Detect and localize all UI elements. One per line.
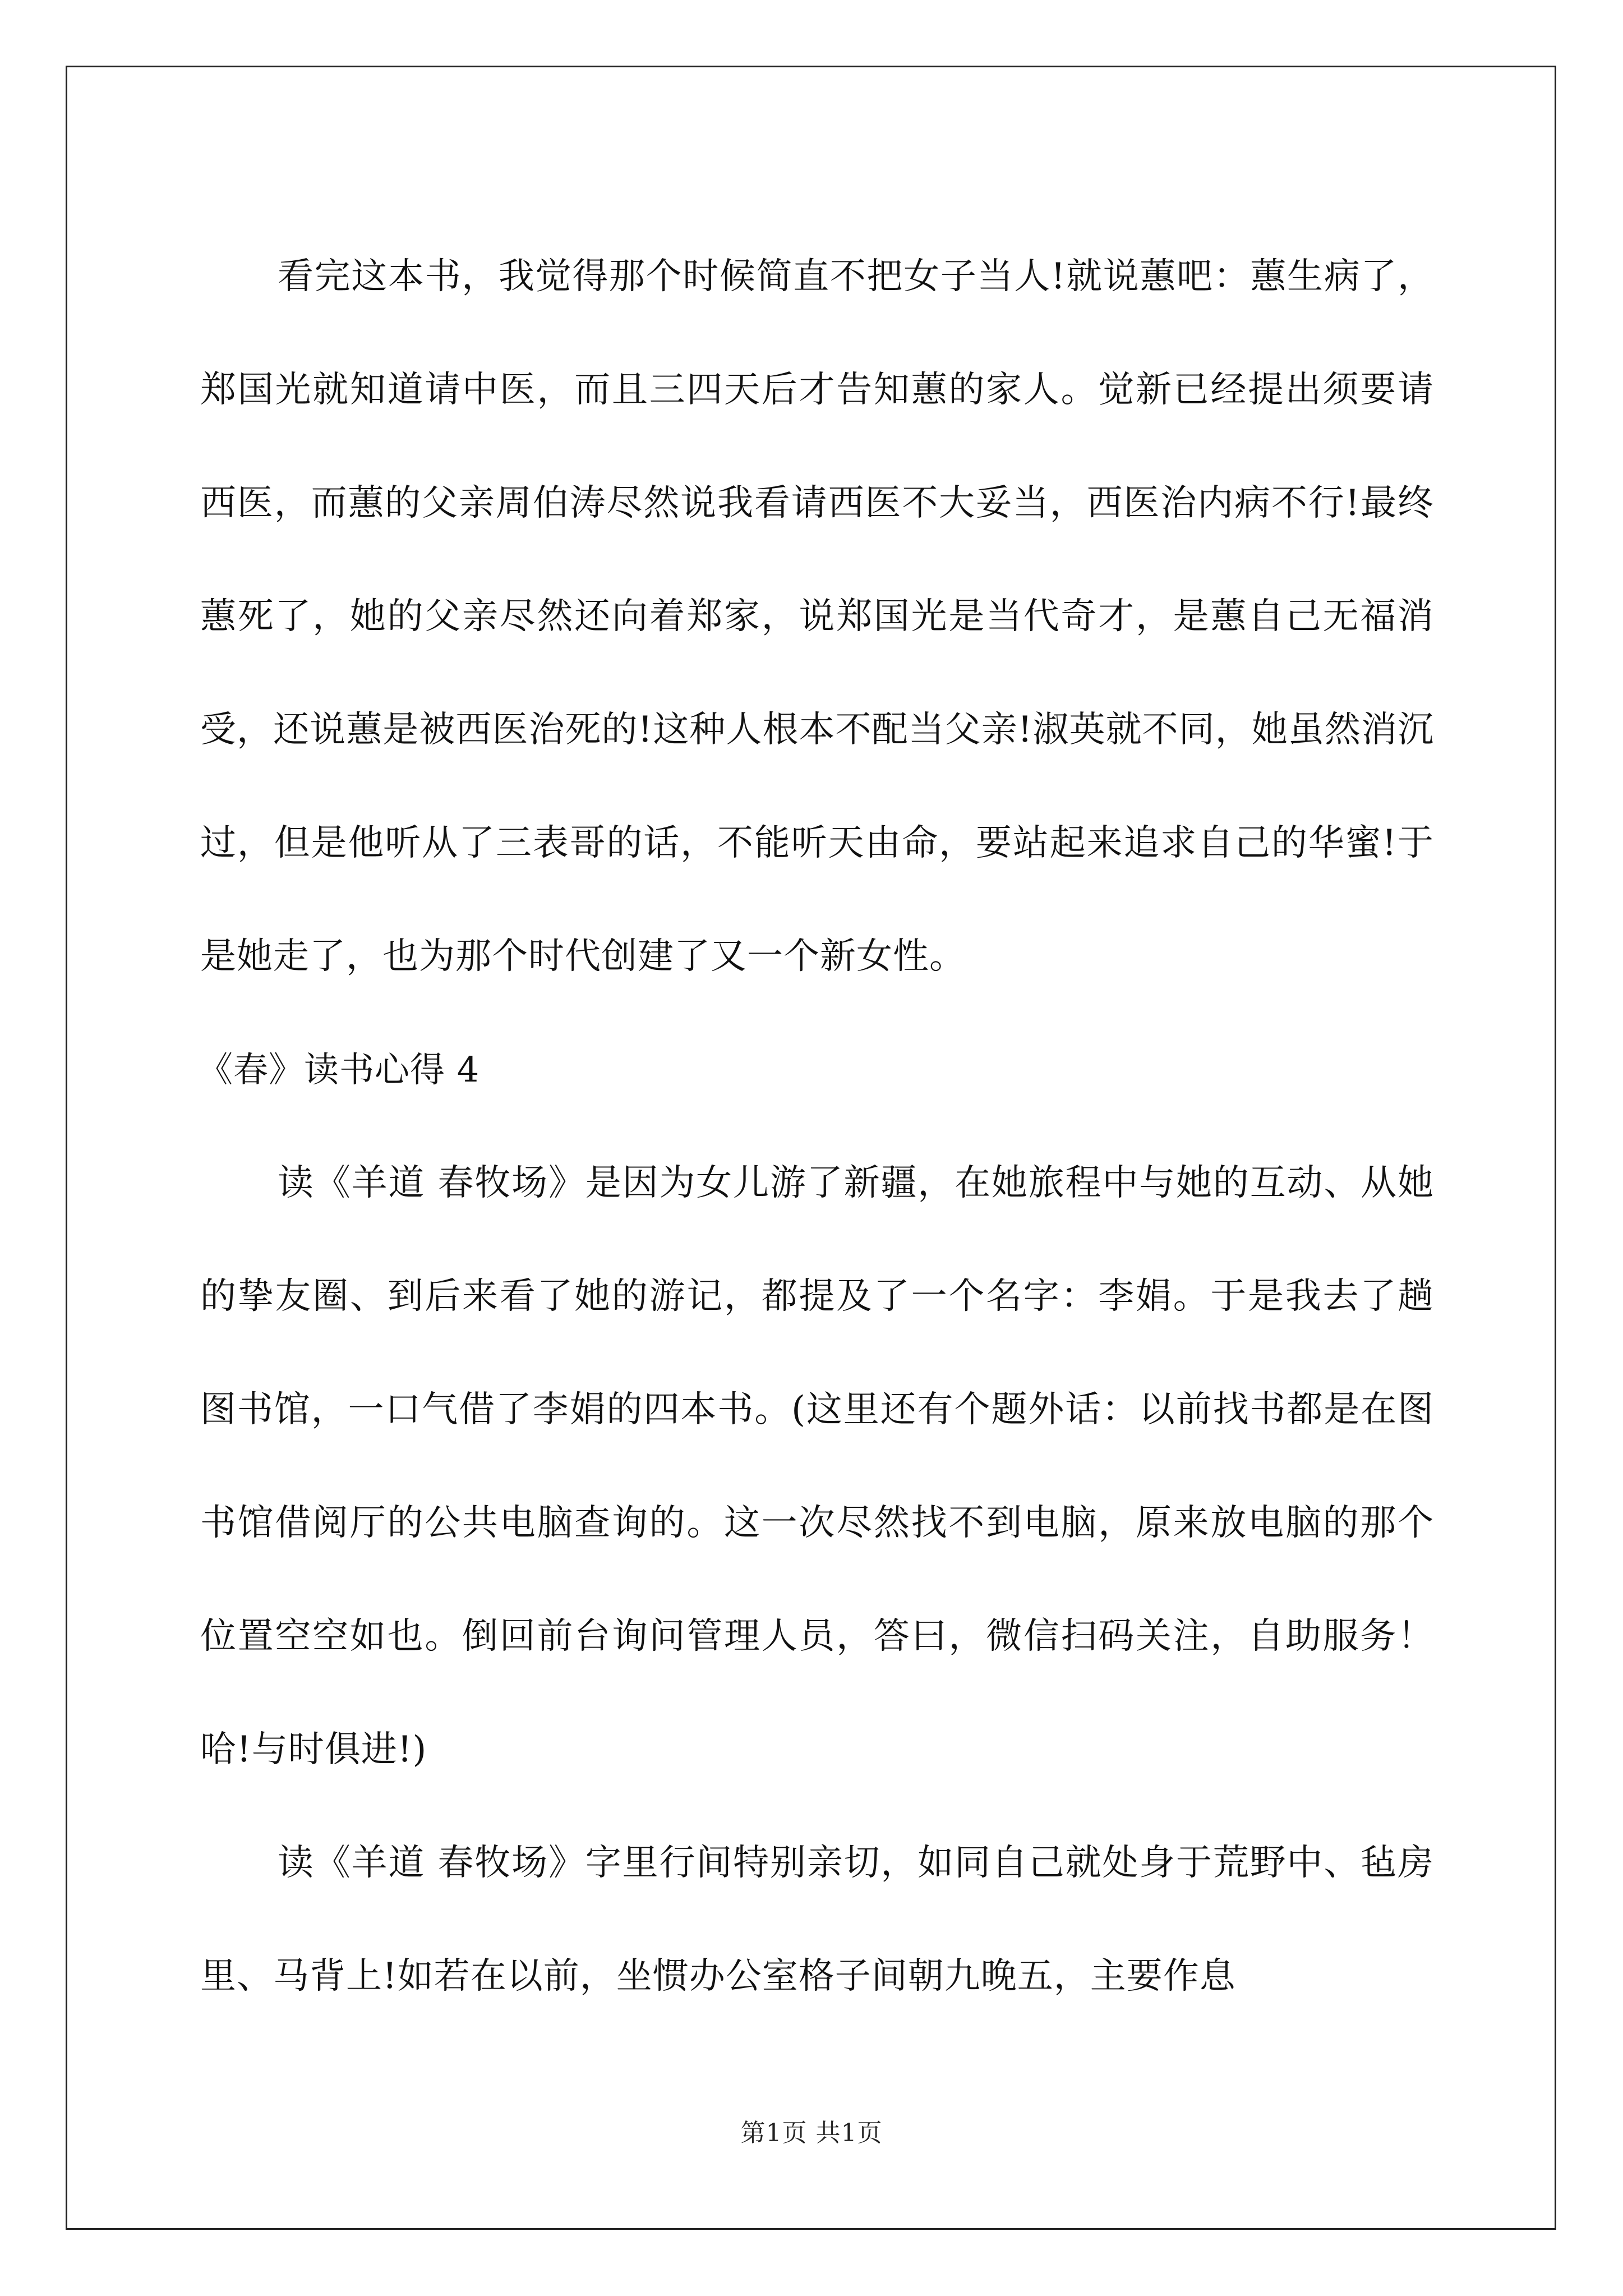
paragraph: 读《羊道 春牧场》字里行间特别亲切，如同自己就处身于荒野中、毡房里、马背上!如若在以前，坐惯办公室格子间朝九晚五，主要作息: [200, 1842, 1434, 1997]
section-title: 《春》读书心得 4: [198, 1049, 480, 1090]
paragraph: 读《羊道 春牧场》是因为女儿游了新疆，在她旅程中与她的互动、从她的挚友圈、到后来看了她的游记，都提及了一个名字：李娟。于是我去了趟图书馆，一口气借了李娟的四本书。(这里还有个题外话：以前找书都是在图书馆借阅厅的公共电脑查询的。这一次尽然找不到电脑，原来放电脑的那个位置空空如也。倒回前台询问管理人员，答曰，微信扫码关注，自助服务！哈!与时俱进!): [200, 1162, 1434, 1770]
page-footer: 第1页 共1页: [740, 2119, 883, 2147]
document-body: [200, 220, 1434, 2033]
paragraph: 看完这本书，我觉得那个时候简直不把女子当人!就说蕙吧：蕙生病了，郑国光就知道请中医，而且三四天后才告知蕙的家人。觉新已经提出须要请西医，而蕙的父亲周伯涛尽然说我看请西医不大妥当，西医治内病不行!最终蕙死了，她的父亲尽然还向着郑家，说郑国光是当代奇才，是蕙自己无福消受，还说蕙是被西医治死的!这种人根本不配当父亲!淑英就不同，她虽然消沉过，但是他听从了三表哥的话，不能听天由命，要站起来追求自己的华蜜!于是她走了，也为那个时代创建了又一个新女性。: [200, 256, 1434, 977]
